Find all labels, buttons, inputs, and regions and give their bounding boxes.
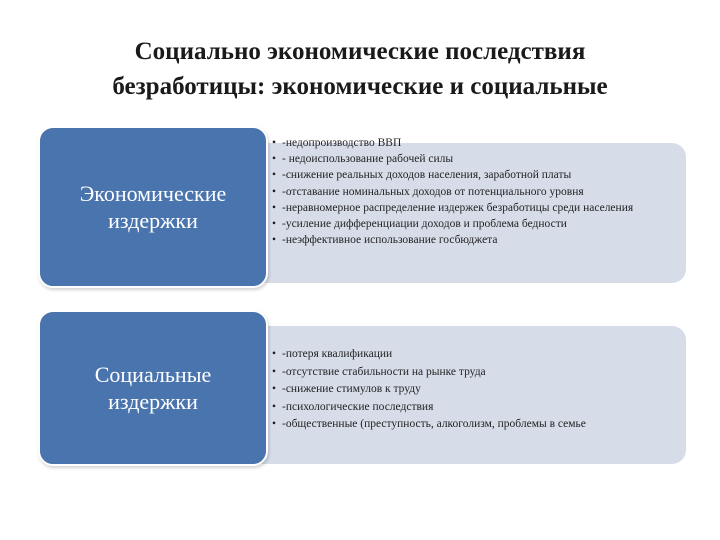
list-item: • -недопроизводство ВВП bbox=[272, 135, 676, 151]
economic-costs-list bbox=[272, 135, 676, 248]
list-item: • -отсутствие стабильности на рынке труда bbox=[272, 364, 676, 382]
list-item: • -снижение реальных доходов населения, заработной платы bbox=[272, 167, 676, 183]
list-item: • -неэффективное использование госбюджета bbox=[272, 232, 676, 248]
economic-costs-label-line-1: Экономические bbox=[79, 181, 227, 206]
list-item: • -общественные (преступность, алкоголизм, проблемы в семье bbox=[272, 416, 676, 434]
economic-costs-panel bbox=[248, 137, 686, 283]
economic-costs-label bbox=[38, 126, 268, 288]
economic-costs-label-line-2: издержки bbox=[108, 208, 198, 233]
list-item: • -психологические последствия bbox=[272, 399, 676, 417]
social-costs-label-line-2: издержки bbox=[108, 389, 198, 414]
social-costs-label bbox=[38, 310, 268, 466]
social-costs-panel bbox=[248, 326, 686, 464]
slide-title-line-1: Социально экономические последствия bbox=[134, 38, 586, 65]
slide-title-line-2: безработицы: экономические и социальные bbox=[112, 73, 608, 100]
list-item: • -отставание номинальных доходов от потенциального уровня bbox=[272, 184, 676, 200]
list-item: • -потеря квалификации bbox=[272, 346, 676, 364]
list-item: • -усиление дифференциации доходов и проблема бедности bbox=[272, 216, 676, 232]
social-costs-list bbox=[272, 346, 676, 434]
list-item: • - недоиспользование рабочей силы bbox=[272, 151, 676, 167]
list-item: • -снижение стимулов к труду bbox=[272, 381, 676, 399]
social-costs-label-line-1: Социальные bbox=[94, 362, 212, 387]
slide-title bbox=[0, 34, 720, 104]
list-item: • -неравномерное распределение издержек безработицы среди населения bbox=[272, 200, 676, 216]
